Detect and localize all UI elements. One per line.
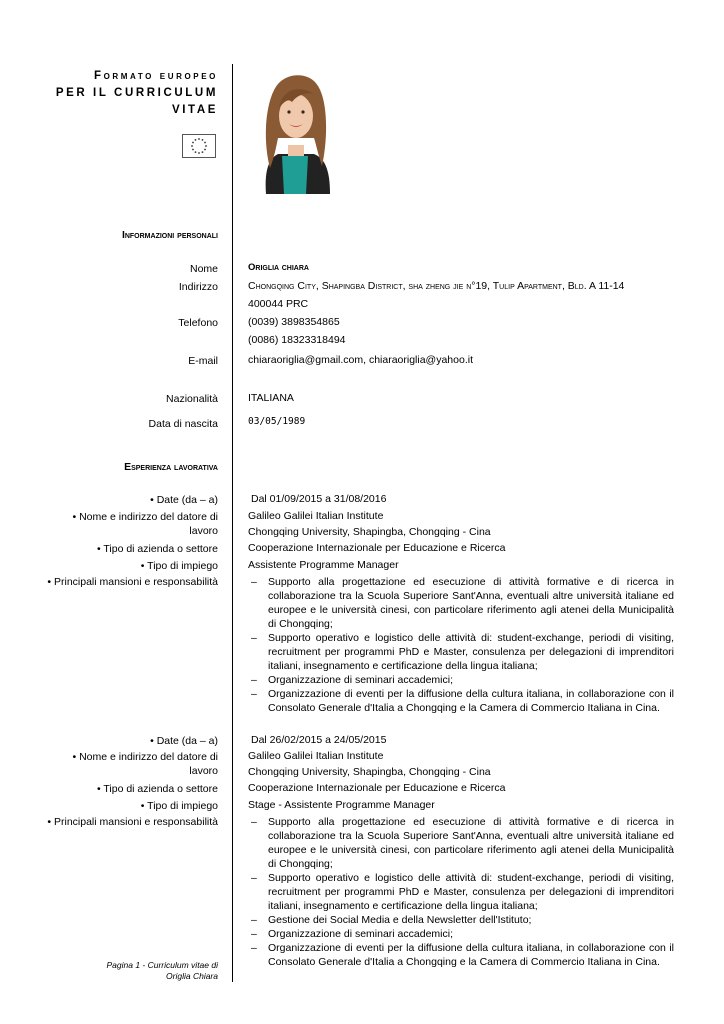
job1-type: Assistente Programme Manager — [248, 559, 399, 571]
job1-sector: Cooperazione Internazionale per Educazione e Ricerca — [248, 542, 506, 554]
job2-sector-label: • Tipo di azienda o settore — [96, 783, 218, 795]
job2-type-label: • Tipo di impiego — [140, 800, 218, 812]
title-line-2: PER IL CURRICULUM — [55, 87, 218, 99]
duty-text: Supporto operativo e logistico delle attività di: student-exchange, periodi di visiting, recruitment per programmi PhD e Master, consulenza per delegazioni di imprenditori italiani, insegnamento e certificazione della lingua italiana; — [268, 872, 674, 912]
phone-value-1: (0039) 3898354865 — [248, 316, 340, 328]
address-line-2: 400044 PRC — [248, 298, 309, 310]
job2-employer-name: Galileo Galilei Italian Institute — [248, 750, 384, 762]
duty-text: Organizzazione di seminari accademici; — [268, 928, 453, 940]
birth-date-label: Data di nascita — [148, 418, 218, 430]
eu-flag-icon — [182, 134, 216, 158]
job1-sector-label: • Tipo di azienda o settore — [96, 543, 218, 555]
employer-label-line-1: • Nome e indirizzo del datore di — [72, 751, 218, 763]
duty-text: Organizzazione di eventi per la diffusione della cultura italiana, in collaborazione con il Consolato Generale d'Italia a Chongqing e la Camera di Commercio Italiana in Cina. — [268, 688, 674, 714]
address-line-1: Chongqing City, Shapingba District, sha zheng jie n°19, Tulip Apartment, Bld. A 11-14 — [248, 280, 625, 292]
job1-type-label: • Tipo di impiego — [140, 560, 218, 572]
duty-text: Supporto operativo e logistico delle attività di: student-exchange, periodi di visiting, recruitment per programmi PhD e Master, consulenza per delegazioni di imprenditori italiani, insegnamento e certificazione della lingua italiana; — [268, 632, 674, 672]
job1-employer-name: Galileo Galilei Italian Institute — [248, 510, 384, 522]
employer-label-line-2: lavoro — [189, 765, 218, 777]
job1-dates-label: • Date (da – a) — [150, 494, 218, 506]
job1-employer-label — [73, 510, 219, 538]
job2-duties-list — [248, 815, 674, 969]
email-label: E-mail — [188, 355, 218, 367]
list-item: – Organizzazione di eventi per la diffusione della cultura italiana, in collaborazione con il Consolato Generale d'Italia a Chongqing e la Camera di Commercio Italiana in Cina. — [251, 688, 674, 714]
job1-employer-address: Chongqing University, Shapingba, Chongqing - Cina — [248, 526, 491, 538]
employer-label-line-1: • Nome e indirizzo del datore di — [72, 511, 218, 523]
list-item: – Supporto alla progettazione ed esecuzione di attività formative e di ricerca in collaborazione tra la Scuola Superiore Sant'Anna, eventuali altre università italiane ed europee e le università cinesi, con particolare riferimento agli atenei della Municipalità di Chongqing; — [251, 816, 674, 870]
document-title — [56, 68, 218, 119]
job2-dates: Dal 26/02/2015 a 24/05/2015 — [251, 734, 387, 746]
personal-info-heading: Informazioni personali — [121, 229, 218, 241]
job2-dates-label: • Date (da – a) — [150, 735, 218, 747]
email-value[interactable]: chiaraoriglia@gmail.com, chiaraoriglia@yahoo.it — [248, 354, 473, 366]
profile-photo — [248, 68, 343, 194]
duty-text: Organizzazione di eventi per la diffusione della cultura italiana, in collaborazione con il Consolato Generale d'Italia a Chongqing e la Camera di Commercio Italiana in Cina. — [268, 942, 674, 968]
list-item: – Supporto alla progettazione ed esecuzione di attività formative e di ricerca in collaborazione tra la Scuola Superiore Sant'Anna, eventuali altre università italiane ed europee e le università cinesi, con particolare riferimento agli atenei della Municipalità di Chongqing; — [251, 576, 674, 630]
job1-duties-list — [248, 575, 674, 715]
birth-date-value: 03/05/1989 — [248, 416, 306, 427]
duty-text: Supporto alla progettazione ed esecuzione di attività formative e di ricerca in collaborazione tra la Scuola Superiore Sant'Anna, eventuali altre università italiane ed europee e le università cinesi, con particolare riferimento agli atenei della Municipalità di Chongqing; — [268, 576, 674, 630]
duty-text: Organizzazione di seminari accademici; — [268, 674, 453, 686]
name-value: Origlia chiara — [248, 262, 309, 273]
column-divider — [232, 64, 233, 982]
duty-text: Supporto alla progettazione ed esecuzione di attività formative e di ricerca in collaborazione tra la Scuola Superiore Sant'Anna, eventuali altre università italiane ed europee e le università cinesi, con particolare riferimento agli atenei della Municipalità di Chongqing; — [268, 816, 674, 870]
job1-dates: Dal 01/09/2015 a 31/08/2016 — [251, 493, 387, 505]
phone-value-2: (0086) 18323318494 — [248, 334, 346, 346]
job2-employer-address: Chongqing University, Shapingba, Chongqing - Cina — [248, 766, 491, 778]
page-footer — [107, 960, 219, 982]
footer-line-1: Pagina 1 - Curriculum vitae di — [106, 960, 218, 970]
job2-duties-label: • Principali mansioni e responsabilità — [47, 816, 218, 828]
job2-type: Stage - Assistente Programme Manager — [248, 799, 435, 811]
list-item: – Gestione dei Social Media e della Newsletter dell'Istituto; — [251, 914, 532, 926]
phone-label: Telefono — [178, 317, 218, 329]
footer-line-2: Origlia Chiara — [166, 971, 218, 981]
title-line-3: VITAE — [171, 104, 218, 116]
job1-duties-label: • Principali mansioni e responsabilità — [47, 576, 218, 588]
job2-employer-label — [73, 750, 219, 778]
title-line-1: Formato europeo — [93, 70, 218, 82]
name-label: Nome — [189, 263, 218, 275]
list-item: – Organizzazione di seminari accademici; — [251, 928, 453, 940]
nationality-value: ITALIANA — [248, 392, 294, 404]
employer-label-line-2: lavoro — [189, 525, 218, 537]
experience-heading: Esperienza lavorativa — [124, 461, 218, 473]
list-item: – Supporto operativo e logistico delle attività di: student-exchange, periodi di visiting, recruitment per programmi PhD e Master, consulenza per delegazioni di imprenditori italiani, insegnamento e certificazione della lingua italiana; — [251, 632, 674, 672]
list-item: – Organizzazione di eventi per la diffusione della cultura italiana, in collaborazione con il Consolato Generale d'Italia a Chongqing e la Camera di Commercio Italiana in Cina. — [251, 942, 674, 968]
list-item: – Supporto operativo e logistico delle attività di: student-exchange, periodi di visiting, recruitment per programmi PhD e Master, consulenza per delegazioni di imprenditori italiani, insegnamento e certificazione della lingua italiana; — [251, 872, 674, 912]
job2-sector: Cooperazione Internazionale per Educazione e Ricerca — [248, 782, 506, 794]
duty-text: Gestione dei Social Media e della Newsletter dell'Istituto; — [268, 914, 532, 926]
nationality-label: Nazionalità — [166, 393, 218, 405]
address-label: Indirizzo — [178, 281, 218, 293]
list-item: – Organizzazione di seminari accademici; — [251, 674, 453, 686]
